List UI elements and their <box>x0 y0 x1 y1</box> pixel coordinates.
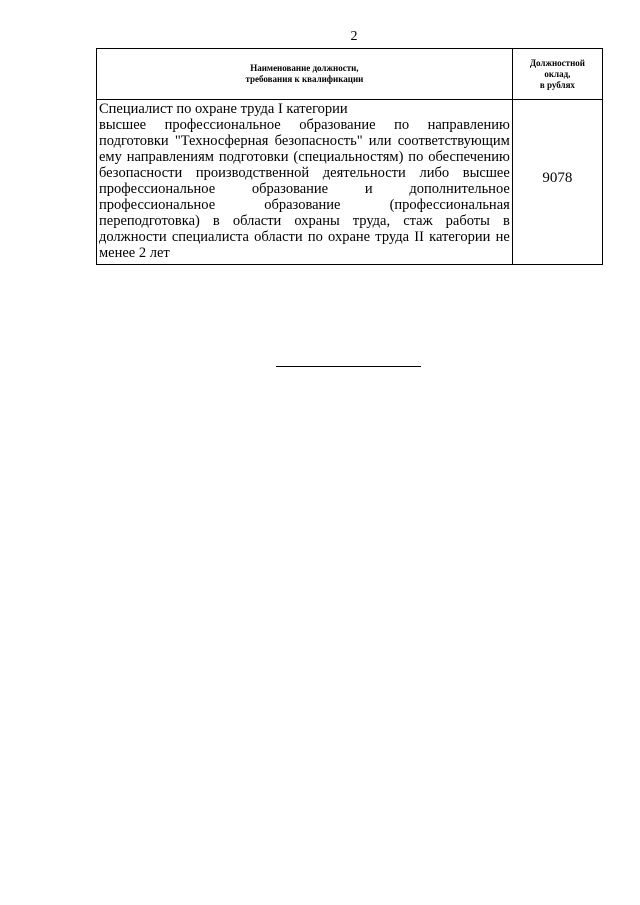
position-cell <box>97 100 513 265</box>
qualification-table <box>96 48 603 265</box>
salary-header-line-1: Должностной <box>529 57 585 68</box>
position-title: Специалист по охране труда I категории <box>99 101 348 117</box>
page-number: 2 <box>350 29 358 44</box>
salary-header-line-2: оклад, <box>544 68 571 79</box>
salary-header-line-3: в рублях <box>539 79 575 90</box>
salary-column-header <box>512 49 602 100</box>
end-of-document-rule <box>276 366 421 367</box>
position-header-line-2: требования к квалификации <box>245 74 364 84</box>
salary-cell: 9078 <box>512 100 602 265</box>
position-requirements: высшее профессиональное образование по направлению подготовки "Техносферная безопасность" или соответствующим ему направлениям подготовки (специальностям) по обеспечению безопасности производственной деятельности либо высшее профессиональное образование и дополнительное профессиональное образование (профессиональная переподготовка) в области охраны труда, стаж работы в должности специалиста области по охране труда II категории не менее 2 лет <box>99 117 510 261</box>
table-row <box>97 100 603 265</box>
table-header-row <box>97 49 603 100</box>
position-column-header <box>97 49 513 100</box>
position-header-line-1: Наименование должности, <box>250 63 359 73</box>
